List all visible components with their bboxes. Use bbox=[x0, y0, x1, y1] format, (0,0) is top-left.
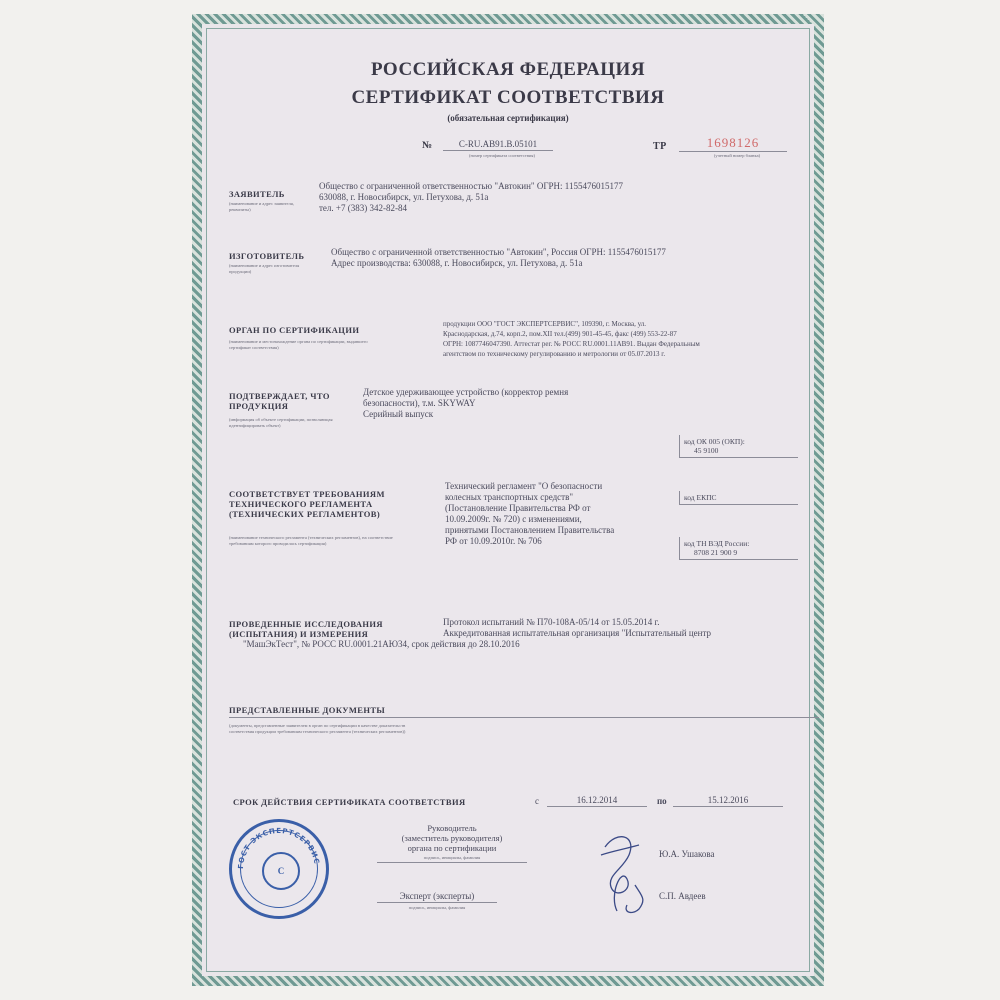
regulation-label bbox=[229, 489, 385, 519]
okp-code-value: 45 9100 bbox=[694, 446, 719, 455]
applicant-text bbox=[319, 181, 809, 214]
manufacturer-line: Общество с ограниченной ответственностью "Автокин", Россия ОГРН: 1155476015177 bbox=[331, 247, 666, 257]
documents-caption: (документы, представленные заявителем в орган по сертификации в качестве доказательств соответствия продукции требованиям технического регламента (технических регламентов)) bbox=[229, 723, 406, 734]
applicant-line: Общество с ограниченной ответственностью "Автокин" ОГРН: 1155476015177 bbox=[319, 181, 623, 191]
product-label-line: ПОДТВЕРЖДАЕТ, ЧТО bbox=[229, 391, 330, 401]
tests-line: Протокол испытаний № П70-108А-05/14 от 15.05.2014 г. bbox=[443, 617, 660, 627]
tr-label: ТР bbox=[653, 141, 667, 152]
certificate-subtitle: (обязательная сертификация) bbox=[447, 113, 569, 123]
product-line: безопасности), т.м. SKYWAY bbox=[363, 398, 476, 408]
regulation-label-line: ТЕХНИЧЕСКОГО РЕГЛАМЕНТА bbox=[229, 499, 373, 509]
head-title-line: (заместитель руководителя) bbox=[401, 833, 503, 843]
tnved-code-box bbox=[679, 537, 798, 560]
certificate-title: СЕРТИФИКАТ СООТВЕТСТВИЯ bbox=[351, 87, 665, 108]
product-line: Серийный выпуск bbox=[363, 409, 434, 419]
regulation-line: колесных транспортных средств" bbox=[445, 492, 574, 502]
tests-text bbox=[243, 617, 813, 650]
regulation-caption: (наименование технического регламента (технических регламентов), на соответствие требованиям которого проводилась сертификация) bbox=[229, 535, 393, 546]
expert-label: Эксперт (эксперты) bbox=[377, 891, 497, 903]
regulation-text bbox=[445, 481, 675, 547]
validity-to: 15.12.2016 bbox=[673, 795, 783, 807]
head-name: Ю.А. Ушакова bbox=[659, 849, 715, 859]
expert-name: С.П. Авдеев bbox=[659, 891, 706, 901]
regulation-line: Технический регламент "О безопасности bbox=[445, 481, 603, 491]
validity-label: СРОК ДЕЙСТВИЯ СЕРТИФИКАТА СООТВЕТСТВИЯ bbox=[233, 797, 466, 807]
certificate-body bbox=[206, 28, 810, 972]
validity-from: 16.12.2014 bbox=[547, 795, 647, 807]
blank-number: 1698126 bbox=[679, 135, 787, 152]
cert-body-text bbox=[443, 319, 813, 359]
regulation-line: РФ от 10.09.2010г. № 706 bbox=[445, 536, 542, 546]
blank-caption: (учетный номер бланка) bbox=[713, 153, 761, 158]
cert-body-line: ОГРН: 1087746047390. Аттестат рег. № РОСС RU.0001.11АВ91. Выдан Федеральным bbox=[443, 340, 700, 348]
okp-code-box bbox=[679, 435, 798, 458]
number-caption: (номер сертификата соответствия) bbox=[469, 153, 535, 158]
applicant-line: 630088, г. Новосибирск, ул. Петухова, д. 51а bbox=[319, 192, 489, 202]
certificate-number: C-RU.AB91.B.05101 bbox=[443, 139, 553, 151]
manufacturer-label: ИЗГОТОВИТЕЛЬ bbox=[229, 251, 305, 261]
documents-line bbox=[229, 717, 819, 718]
country-title: РОССИЙСКАЯ ФЕДЕРАЦИЯ bbox=[370, 59, 646, 80]
product-text bbox=[363, 387, 663, 420]
manufacturer-caption: (наименование и адрес изготовителя продукции) bbox=[229, 263, 300, 274]
tests-label-line: ПРОВЕДЕННЫЕ ИССЛЕДОВАНИЯ bbox=[229, 619, 383, 629]
cert-body-caption: (наименование и местонахождение органа по сертификации, выдавшего сертификат соответствия) bbox=[229, 339, 368, 350]
applicant-line: тел. +7 (383) 342-82-84 bbox=[319, 203, 407, 213]
manufacturer-line: Адрес производства: 630088, г. Новосибирск, ул. Петухова, д. 51а bbox=[331, 258, 583, 268]
tnved-code-value: 8708 21 900 9 bbox=[694, 548, 738, 557]
head-title-line: Руководитель bbox=[427, 823, 477, 833]
applicant-caption: (наименование и адрес заявителя, реквизиты) bbox=[229, 201, 294, 212]
documents-label: ПРЕДСТАВЛЕННЫЕ ДОКУМЕНТЫ bbox=[229, 705, 386, 715]
number-label: № bbox=[422, 140, 433, 151]
cert-body-line: Краснодарская, д.74, корп.2, пом.XII тел.(499) 901-45-45, факс (499) 553-22-87 bbox=[443, 330, 677, 338]
product-caption: (информация об объекте сертификации, позволяющая идентифицировать объект) bbox=[229, 417, 333, 428]
ektp-code-label: код ЕКПС bbox=[684, 493, 717, 502]
expert-sign-caption: подпись, инициалы, фамилия bbox=[408, 905, 466, 910]
stamp-emblem-icon bbox=[262, 852, 300, 890]
stamp-text: ГОСТ ЭКСПЕРТСЕРВИС bbox=[236, 826, 321, 870]
certificate-sheet bbox=[192, 14, 824, 986]
official-stamp bbox=[229, 819, 329, 919]
head-sign-caption: подпись, инициалы, фамилия bbox=[377, 855, 527, 863]
regulation-line: 10.09.2009г. № 720) с изменениями, bbox=[445, 514, 582, 524]
handwritten-signature bbox=[587, 825, 667, 925]
product-label-line: ПРОДУКЦИЯ bbox=[229, 401, 289, 411]
head-title bbox=[377, 823, 527, 853]
cert-body-line: продукции ООО "ГОСТ ЭКСПЕРТСЕРВИС", 109390, г. Москва, ул. bbox=[443, 320, 647, 328]
tests-line: Аккредитованная испытательная организация "Испытательный центр bbox=[443, 628, 712, 638]
okp-code-label: код ОК 005 (ОКП): bbox=[684, 437, 745, 446]
tests-line: "МашЭкТест", № РОСС RU.0001.21АЮ34, срок действия до 28.10.2016 bbox=[243, 639, 520, 649]
regulation-line: принятыми Постановлением Правительства bbox=[445, 525, 615, 535]
ektp-code-box bbox=[679, 491, 798, 505]
head-title-line: органа по сертификации bbox=[407, 843, 497, 853]
regulation-line: (Постановление Правительства РФ от bbox=[445, 503, 591, 513]
stamp-core: С bbox=[277, 866, 285, 876]
regulation-label-line: СООТВЕТСТВУЕТ ТРЕБОВАНИЯМ bbox=[229, 489, 385, 499]
tnved-code-label: код ТН ВЭД России: bbox=[684, 539, 750, 548]
regulation-label-line: (ТЕХНИЧЕСКИХ РЕГЛАМЕНТОВ) bbox=[229, 509, 381, 519]
cert-body-line: агентством по техническому регулированию и метрологии от 05.07.2013 г. bbox=[443, 350, 666, 358]
tests-label-line: (ИСПЫТАНИЯ) И ИЗМЕРЕНИЯ bbox=[229, 629, 369, 639]
validity-to-label: по bbox=[657, 796, 667, 806]
product-label bbox=[229, 391, 330, 411]
cert-body-label: ОРГАН ПО СЕРТИФИКАЦИИ bbox=[229, 325, 360, 335]
validity-from-label: с bbox=[535, 796, 539, 806]
manufacturer-text bbox=[331, 247, 817, 269]
product-line: Детское удерживающее устройство (корректор ремня bbox=[363, 387, 569, 397]
applicant-label: ЗАЯВИТЕЛЬ bbox=[229, 189, 285, 199]
